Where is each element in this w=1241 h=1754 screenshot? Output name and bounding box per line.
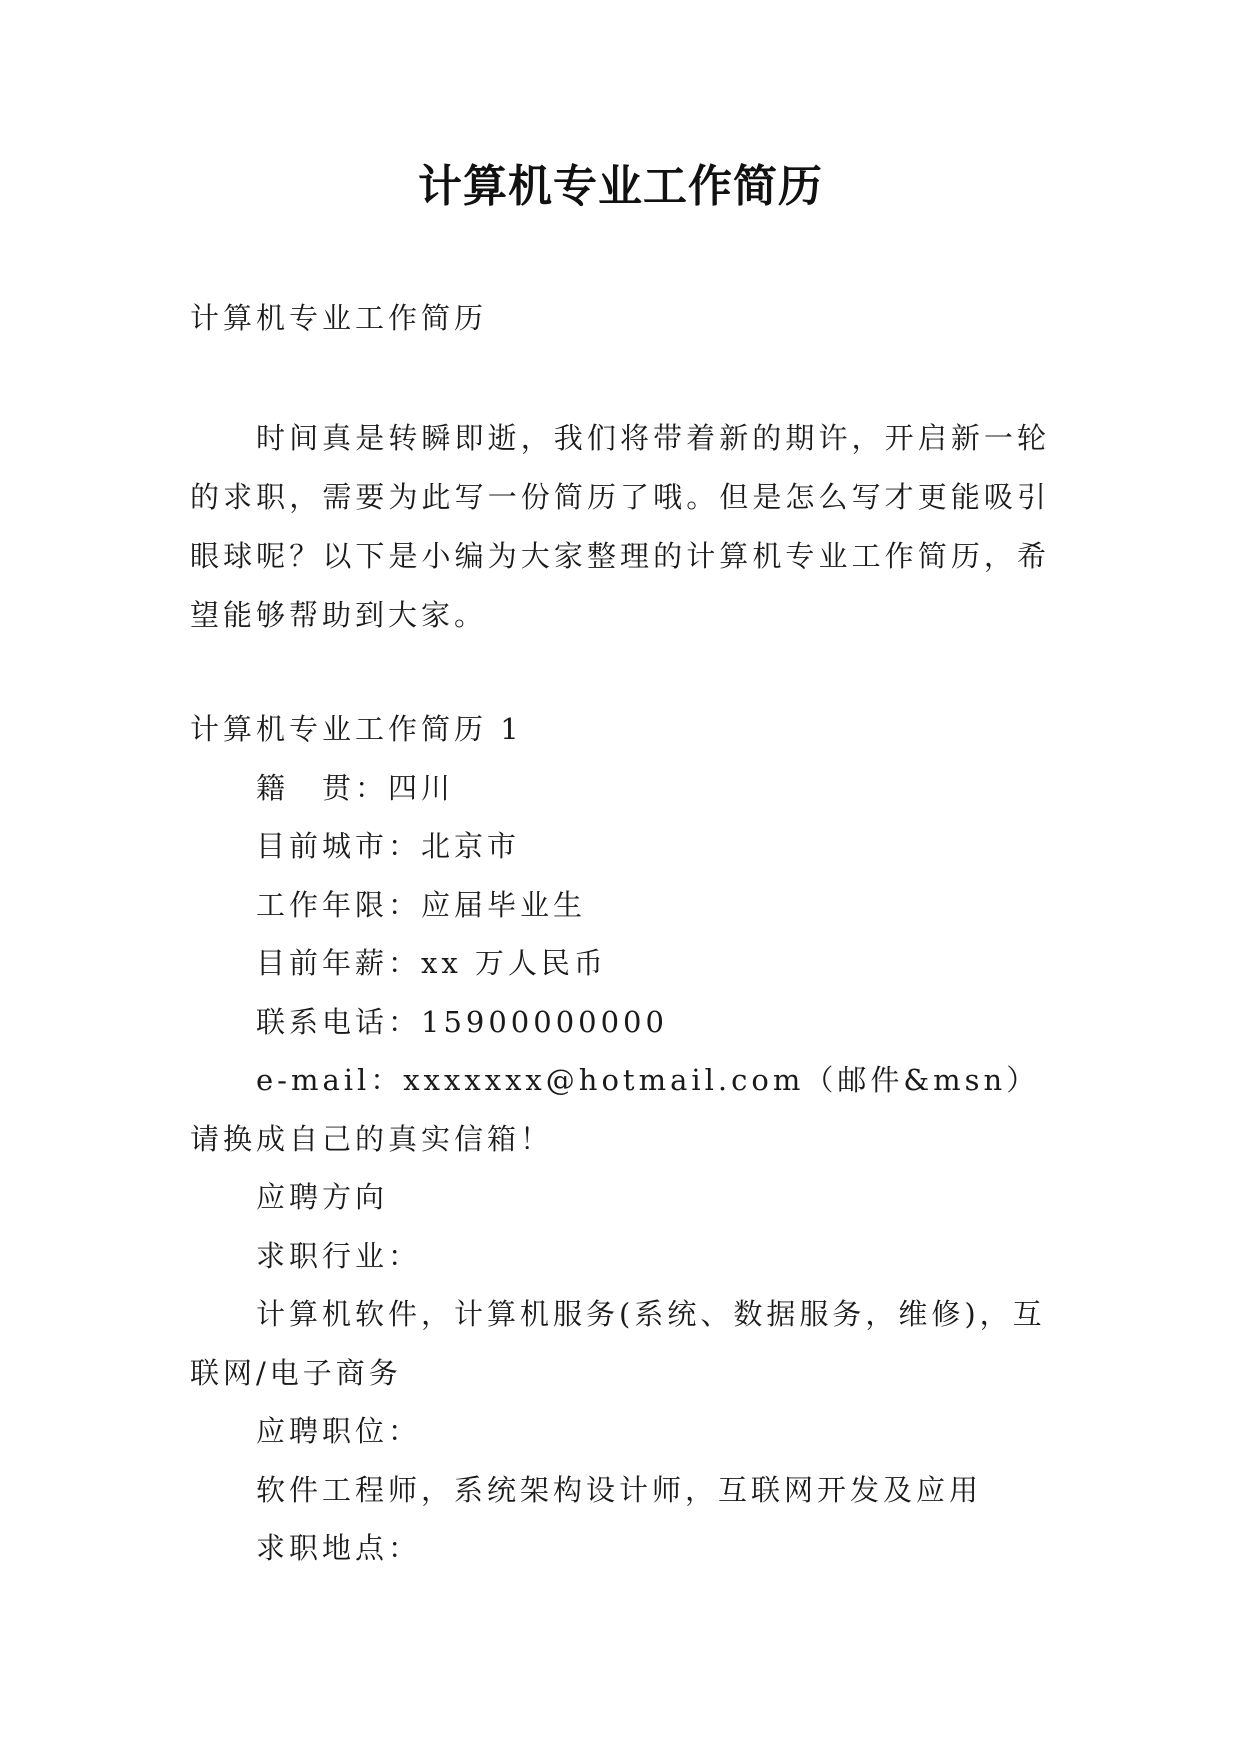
work-years-line: 工作年限：应届毕业生 bbox=[256, 887, 587, 922]
industry-label: 求职行业： bbox=[256, 1238, 422, 1273]
current-city-line: 目前城市：北京市 bbox=[256, 829, 521, 863]
resume-section bbox=[190, 700, 1050, 1578]
intro-paragraph: 时间真是转瞬即逝，我们将带着新的期许，开启新一轮的求职，需要为此写一份简历了哦。但是怎么写才更能吸引眼球呢？以下是小编为大家整理的计算机专业工作简历，希望能够帮助到大家。 bbox=[190, 421, 1050, 632]
position-value: 软件工程师，系统架构设计师，互联网开发及应用 bbox=[256, 1472, 983, 1507]
phone-line: 联系电话：15900000000 bbox=[256, 1004, 668, 1039]
position-label: 应聘职位： bbox=[256, 1414, 422, 1448]
current-salary-line: 目前年薪：xx 万人民币 bbox=[256, 946, 607, 980]
resume-heading: 计算机专业工作简历 1 bbox=[190, 712, 523, 746]
location-label: 求职地点： bbox=[256, 1531, 422, 1565]
document-subtitle: 计算机专业工作简历 bbox=[190, 301, 488, 335]
native-place-line: 籍 贯：四川 bbox=[256, 770, 455, 805]
document-title: 计算机专业工作简历 bbox=[418, 161, 823, 212]
email-line: e-mail：xxxxxxx@hotmail.com（邮件&msn）请换成自己的真实信箱！ bbox=[190, 1063, 1040, 1156]
industry-value: 计算机软件，计算机服务(系统、数据服务，维修)，互联网/电子商务 bbox=[190, 1297, 1046, 1390]
direction-heading: 应聘方向 bbox=[256, 1180, 389, 1214]
